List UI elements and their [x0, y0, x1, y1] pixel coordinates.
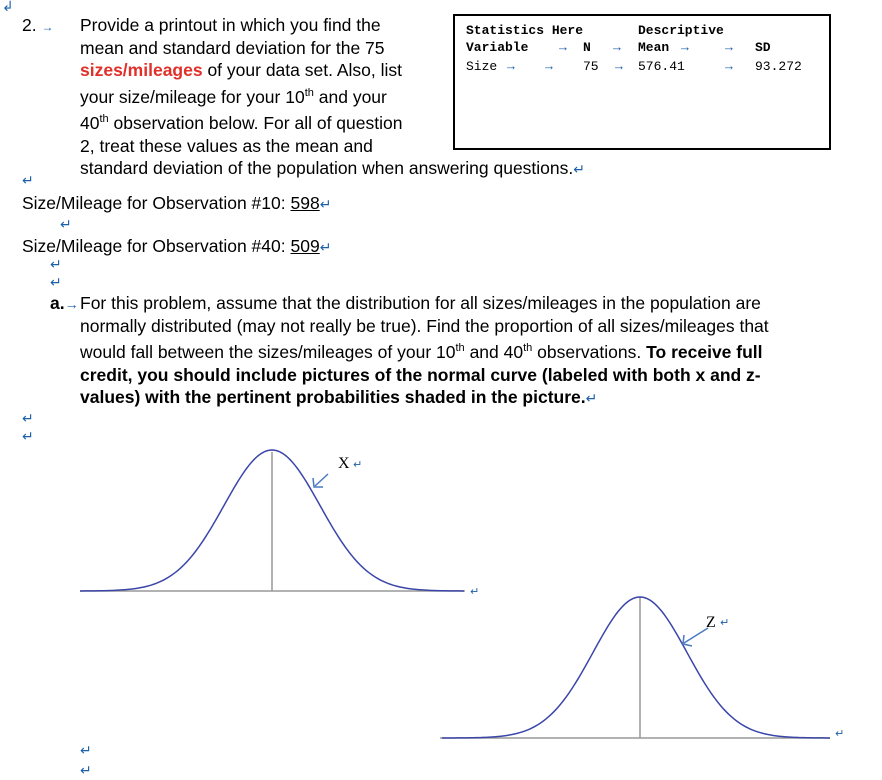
tab-arrow: →	[545, 59, 553, 74]
paragraph-mark: ↵	[22, 428, 34, 444]
tab-arrow: →	[613, 40, 621, 55]
part-a-label: a.→	[50, 293, 79, 313]
paragraph-mark: ↵	[470, 586, 480, 598]
part-a-line-3: would fall between the sizes/mileages of your 10th and 40th observations. To receive full	[80, 342, 763, 363]
question-line-4: your size/mileage for your 10th and your	[80, 86, 387, 107]
z-label: Z	[706, 614, 716, 631]
paragraph-mark: ↵	[50, 256, 62, 272]
question-line-1: Provide a printout in which you find the	[80, 15, 381, 35]
highlight-sizes: sizes/mileages	[80, 60, 203, 81]
question-line-3: sizes/mileages of your data set. Also, list	[80, 60, 402, 81]
z-curve-path	[442, 597, 830, 738]
paragraph-mark: ↵	[60, 216, 72, 232]
paragraph-mark: ↵	[22, 410, 34, 426]
paragraph-mark: ↵	[50, 274, 62, 290]
part-a-line-5: values) with the pertinent probabilities shaded in the picture.↵	[80, 387, 598, 408]
question-line-7: standard deviation of the population when answering questions.↵	[80, 158, 585, 179]
x-arrow-shaft	[315, 474, 328, 486]
normal-curve-x	[80, 440, 480, 600]
question-line-5: 40th observation below. For all of question	[80, 113, 403, 134]
cell-mean: 576.41	[638, 59, 685, 74]
tab-arrow: →	[507, 59, 515, 74]
part-a-line-2: normally distributed (may not really be true). Find the proportion of all sizes/mileages that	[80, 315, 769, 336]
stats-title-left: Statistics Here	[466, 23, 584, 38]
return-mark: ↲	[2, 0, 14, 14]
question-line-2: mean and standard deviation for the 75	[80, 37, 385, 58]
stats-title-right: Descriptive	[638, 23, 724, 38]
header-sd: SD	[755, 40, 771, 55]
cell-variable: Size	[466, 59, 498, 74]
tab-arrow: →	[681, 40, 689, 55]
paragraph-mark: ↵	[80, 742, 92, 758]
question-number: 2. →	[22, 15, 54, 35]
question-line-6: 2, treat these values as the mean and	[80, 135, 373, 156]
tab-arrow: →	[615, 59, 623, 74]
tab-arrow: →	[725, 59, 733, 74]
obs10-value: 598	[290, 193, 320, 213]
tab-arrow: →	[725, 40, 733, 55]
normal-curve-z	[440, 585, 860, 745]
header-variable: Variable	[466, 40, 529, 55]
obs40-line: Size/Mileage for Observation #40: 509↵	[22, 236, 332, 256]
part-a-text	[80, 292, 880, 410]
x-label: X	[338, 455, 350, 472]
paragraph-mark: ↵	[720, 617, 730, 629]
tab-arrow: →	[559, 40, 567, 55]
paragraph-mark: ↵	[80, 762, 92, 778]
header-mean: Mean	[638, 40, 670, 55]
paragraph-mark: ↵	[835, 728, 845, 740]
paragraph-mark: ↵	[353, 459, 363, 471]
cell-sd: 93.272	[755, 59, 802, 74]
part-a-line-1: For this problem, assume that the distribution for all sizes/mileages in the population are	[80, 293, 761, 313]
obs40-value: 509	[290, 236, 320, 256]
stats-table	[453, 14, 831, 150]
header-n: N	[583, 40, 591, 55]
obs10-line: Size/Mileage for Observation #10: 598↵	[22, 193, 332, 213]
z-arrow-shaft	[684, 628, 708, 643]
part-a-line-4: credit, you should include pictures of the normal curve (labeled with both x and z-	[80, 364, 761, 385]
cell-n: 75	[583, 59, 599, 74]
paragraph-mark: ↵	[22, 172, 34, 188]
